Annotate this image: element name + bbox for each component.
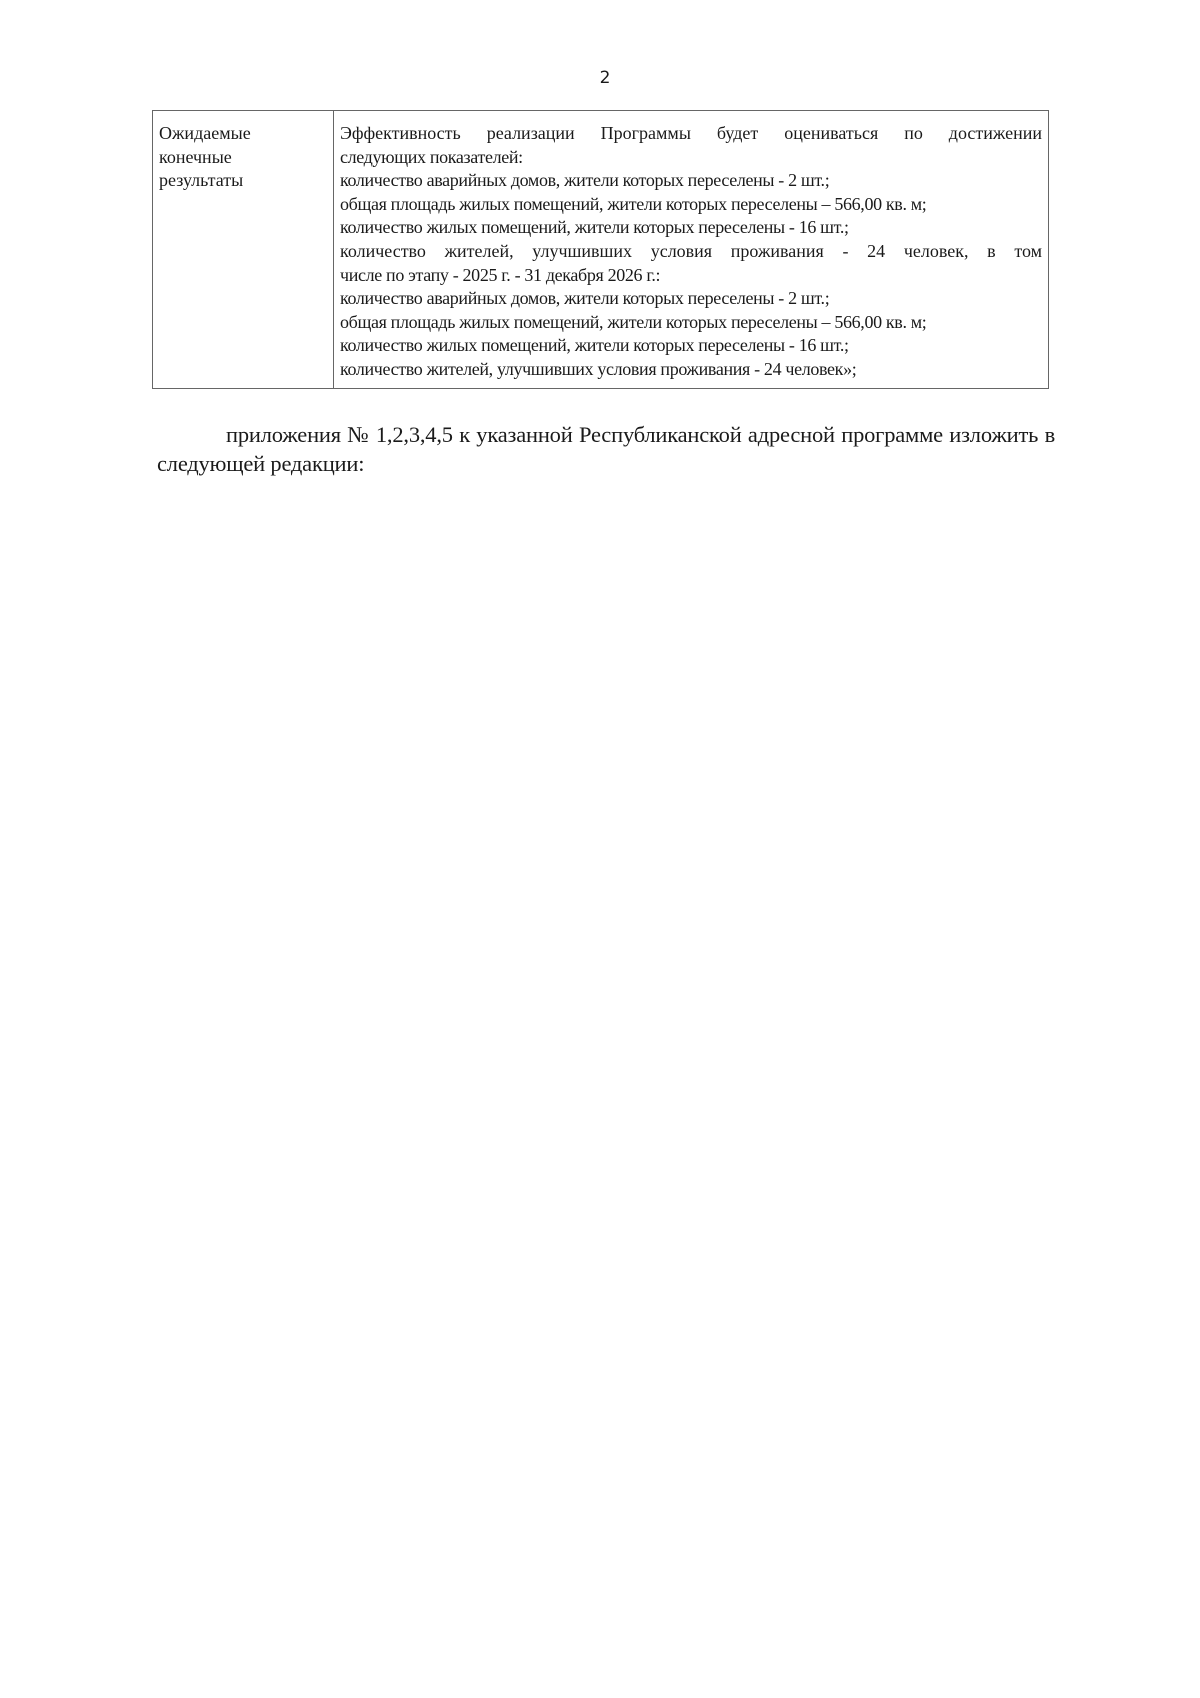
body-paragraph: приложения № 1,2,3,4,5 к указанной Республиканской адресной программе изложить в следующей редакции:	[157, 422, 1055, 476]
content-line: количество аварийных домов, жители которых переселены - 2 шт.;	[340, 170, 830, 191]
expected-results-table	[152, 110, 1049, 389]
label-line: Ожидаемые	[159, 123, 251, 143]
row-label-cell	[153, 111, 334, 389]
page-number: 2	[599, 68, 611, 88]
table-row	[153, 111, 1049, 389]
content-line: количество жилых помещений, жители которых переселены - 16 шт.;	[340, 217, 849, 238]
content-line: количество жителей, улучшивших условия проживания - 24 человек, в том	[340, 240, 1042, 261]
row-content-cell	[334, 111, 1049, 389]
label-line: результаты	[159, 170, 244, 191]
content-line: общая площадь жилых помещений, жители которых переселены – 566,00 кв. м;	[340, 193, 927, 214]
content-line: общая площадь жилых помещений, жители которых переселены – 566,00 кв. м;	[340, 311, 927, 332]
content-line: количество жителей, улучшивших условия проживания - 24 человек»;	[340, 358, 857, 379]
content-line: следующих показателей:	[340, 146, 523, 167]
content-line: Эффективность реализации Программы будет оцениваться по достижении	[340, 123, 1042, 143]
content-line: количество аварийных домов, жители которых переселены - 2 шт.;	[340, 288, 830, 309]
label-line: конечные	[159, 146, 232, 167]
content-line: числе по этапу - 2025 г. - 31 декабря 2026 г.:	[340, 264, 661, 285]
content-line: количество жилых помещений, жители которых переселены - 16 шт.;	[340, 335, 849, 356]
